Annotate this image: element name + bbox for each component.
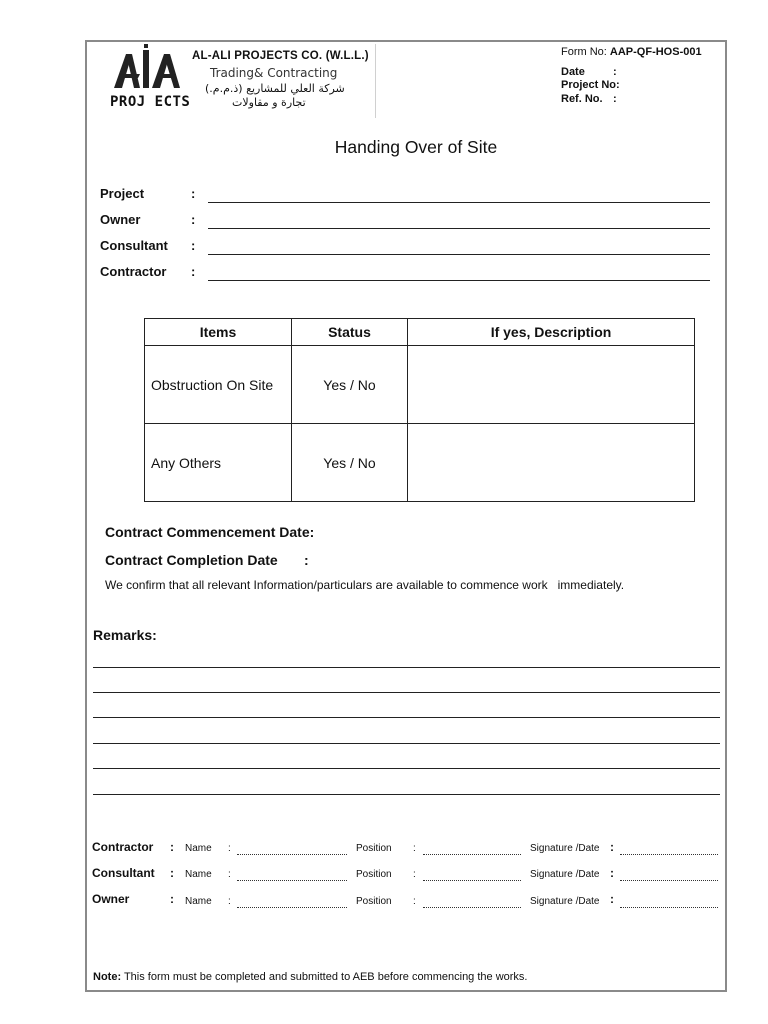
sig-position-label: Position (356, 869, 392, 880)
table-header-row (145, 319, 695, 346)
sig-colon-small: : (228, 869, 231, 880)
sig-name-label: Name (185, 896, 212, 907)
owner-signature-field[interactable] (620, 907, 718, 908)
contractor-colon: : (191, 264, 196, 279)
sig-signature-label: Signature /Date (530, 843, 600, 854)
company-name-arabic: شركة العلي للمشاريع (ذ.م.م.) (205, 82, 345, 95)
sig-position-label: Position (356, 896, 392, 907)
consultant-underline (208, 254, 710, 255)
contractor-signature-field[interactable] (620, 854, 718, 855)
remarks-line[interactable] (93, 794, 720, 795)
owner-underline (208, 228, 710, 229)
description-cell[interactable] (408, 424, 695, 502)
consultant-position-field[interactable] (423, 880, 521, 881)
contractor-underline (208, 280, 710, 281)
form-number (561, 46, 702, 58)
company-name: AL-ALI PROJECTS CO. (W.L.L.) (192, 50, 369, 62)
project-colon: : (191, 186, 196, 201)
contractor-name-field[interactable] (237, 854, 347, 855)
sig-colon-small: : (228, 843, 231, 854)
logo-text: PROJ ECTS (110, 94, 191, 110)
sig-signature-label: Signature /Date (530, 896, 600, 907)
sig-colon: : (610, 866, 614, 880)
company-tagline: Trading& Contracting (210, 66, 338, 80)
consultant-name-field[interactable] (237, 880, 347, 881)
owner-position-field[interactable] (423, 907, 521, 908)
sig-role-contractor: Contractor (92, 840, 154, 854)
note-text: This form must be completed and submitted to AEB before commencing the works. (121, 971, 528, 983)
remarks-line[interactable] (93, 667, 720, 668)
project-no-label: Project No: (561, 79, 620, 91)
completion-date-label: Contract Completion Date (105, 552, 278, 568)
items-table (144, 318, 695, 502)
header-items: Items (145, 319, 292, 346)
table-row (145, 346, 695, 424)
remarks-line[interactable] (93, 743, 720, 744)
sig-role-owner: Owner (92, 892, 130, 906)
footer-note (93, 971, 528, 983)
logo-divider (375, 44, 376, 118)
sig-colon-small: : (413, 896, 416, 907)
status-cell[interactable]: Yes / No (292, 346, 408, 424)
remarks-line[interactable] (93, 768, 720, 769)
table-row (145, 424, 695, 502)
consultant-colon: : (191, 238, 196, 253)
sig-colon: : (610, 840, 614, 854)
date-colon: : (613, 66, 617, 78)
form-frame (85, 40, 727, 992)
ref-no-label: Ref. No. (561, 93, 603, 105)
owner-label: Owner (100, 212, 141, 227)
ref-no-colon: : (613, 93, 617, 105)
sig-colon: : (170, 892, 174, 906)
header-status: Status (292, 319, 408, 346)
sig-colon: : (170, 840, 174, 854)
item-cell: Obstruction On Site (145, 346, 292, 424)
confirmation-text: We confirm that all relevant Information/particulars are available to commence work immediately. (105, 578, 625, 592)
company-tagline-arabic: تجارة و مقاولات (232, 96, 306, 109)
sig-colon: : (610, 892, 614, 906)
company-logo (110, 44, 191, 114)
project-underline (208, 202, 710, 203)
sig-role-consultant: Consultant (92, 866, 155, 880)
consultant-label: Consultant (100, 238, 168, 253)
sig-position-label: Position (356, 843, 392, 854)
form-number-label: Form No: (561, 46, 607, 58)
sig-name-label: Name (185, 869, 212, 880)
contractor-position-field[interactable] (423, 854, 521, 855)
description-cell[interactable] (408, 346, 695, 424)
sig-signature-label: Signature /Date (530, 869, 600, 880)
project-label: Project (100, 186, 145, 201)
sig-colon: : (170, 866, 174, 880)
status-cell[interactable]: Yes / No (292, 424, 408, 502)
remarks-line[interactable] (93, 717, 720, 718)
commencement-date-label: Contract Commencement Date: (105, 524, 315, 540)
sig-colon-small: : (413, 869, 416, 880)
header-description: If yes, Description (408, 319, 695, 346)
consultant-signature-field[interactable] (620, 880, 718, 881)
item-cell: Any Others (145, 424, 292, 502)
form-number-value: AAP-QF-HOS-001 (609, 46, 702, 58)
owner-name-field[interactable] (237, 907, 347, 908)
remarks-line[interactable] (93, 692, 720, 693)
owner-colon: : (191, 212, 196, 227)
completion-date-colon: : (304, 552, 309, 568)
sig-colon-small: : (413, 843, 416, 854)
note-prefix: Note: (93, 971, 122, 983)
date-label: Date (561, 66, 585, 78)
contractor-label: Contractor (100, 264, 167, 279)
sig-colon-small: : (228, 896, 231, 907)
form-title: Handing Over of Site (334, 137, 498, 157)
sig-name-label: Name (185, 843, 212, 854)
remarks-label: Remarks: (93, 627, 157, 643)
